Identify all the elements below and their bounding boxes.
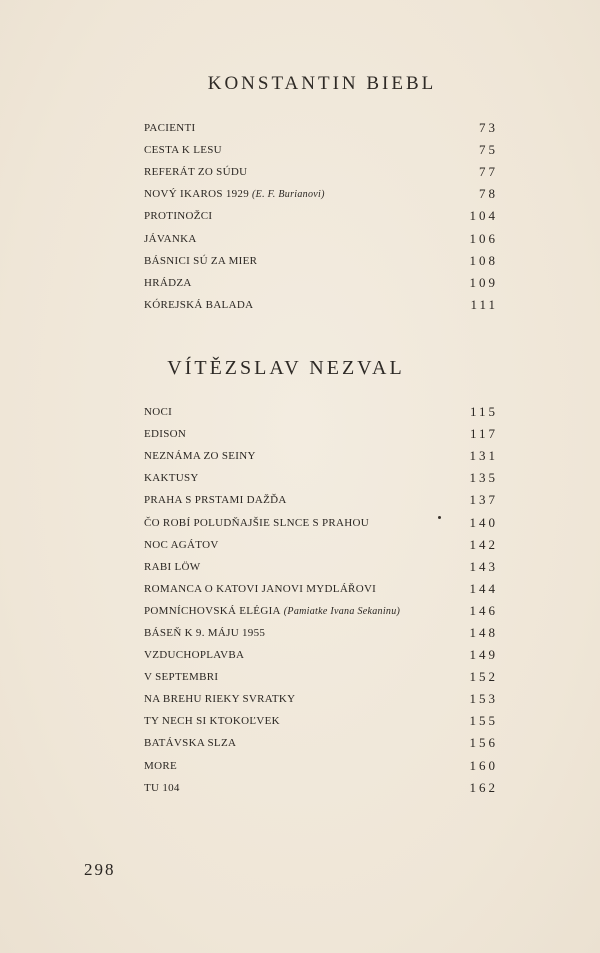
toc-entry-page-number: 73 (479, 120, 498, 136)
toc-entry-page-number: 160 (469, 757, 498, 773)
toc-entry-title (144, 472, 199, 484)
toc-entry-title-text: REFERÁT ZO SÚDU (144, 166, 248, 179)
toc-entry (144, 250, 498, 272)
toc-entry-title-text: JÁVANKA (144, 232, 197, 245)
toc-entry-title (144, 782, 180, 794)
toc-entry (144, 732, 498, 754)
toc-entry-title-text: TY NECH SI KTOKOĽVEK (144, 715, 280, 728)
toc-entry-title (144, 166, 247, 178)
toc-entry (144, 622, 498, 644)
toc-entry-page-number: 146 (469, 602, 498, 618)
toc-entry-page-number: 77 (479, 164, 498, 180)
toc-entry-page-number: 144 (469, 580, 498, 596)
toc-entry-title (144, 210, 212, 222)
toc-entry-title (144, 760, 177, 772)
section-title-biebl: KONSTANTIN BIEBL (207, 73, 437, 94)
toc-entry-title-text: PRAHA S PRSTAMI DAŽĎA (144, 494, 287, 507)
toc-entry (144, 205, 498, 227)
toc-entry-page-number: 137 (469, 492, 498, 508)
toc-entry-page-number: 135 (469, 470, 498, 486)
toc-entry-page-number: 142 (469, 536, 498, 552)
toc-entry-page-number: 115 (469, 404, 498, 420)
toc-entry-page-number: 152 (469, 669, 498, 685)
toc-entry-title (144, 517, 369, 529)
toc-entry-title (144, 649, 244, 661)
toc-entry-title-text: CESTA K LESU (144, 144, 222, 157)
toc-entry-title-text: EDISON (144, 428, 187, 441)
toc-entry-page-number: 155 (469, 713, 498, 729)
toc-entry-title (144, 233, 197, 245)
toc-entry (144, 511, 498, 533)
toc-entry (144, 467, 498, 489)
toc-entry-title-text: NOC AGÁTOV (144, 538, 219, 551)
toc-entry-page-number: 117 (469, 426, 498, 442)
toc-entry-page-number: 140 (469, 514, 498, 530)
toc-entry-page-number: 131 (469, 448, 498, 464)
toc-entry (144, 401, 498, 423)
toc-entry-page-number: 75 (479, 142, 498, 158)
toc-entry-title-text: KAKTUSY (144, 472, 199, 485)
toc-entry (144, 272, 498, 294)
toc-entry (144, 666, 498, 688)
toc-entry-page-number: 106 (469, 230, 498, 246)
toc-entry-title-text: NA BREHU RIEKY SVRATKY (144, 693, 296, 706)
toc-entry-page-number: 104 (469, 208, 498, 224)
toc-entry-title-text: MORE (144, 759, 177, 772)
toc-entry (144, 755, 498, 777)
toc-entry-title (144, 277, 192, 289)
toc-entry-title-text: VZDUCHOPLAVBA (144, 649, 245, 662)
toc-entry-title-text: ROMANCA O KATOVI JANOVI MYDLÁŘOVI (144, 582, 377, 595)
section-title-nezval: VÍTĚZSLAV NEZVAL (167, 357, 405, 379)
toc-entry-title-text: PACIENTI (144, 122, 196, 135)
toc-entry (144, 139, 498, 161)
toc-entry-title (144, 737, 236, 749)
toc-entry-title (144, 693, 295, 705)
toc-entry-title (144, 450, 256, 462)
toc-entry (144, 117, 498, 139)
toc-list-nezval (144, 401, 498, 799)
toc-entry (144, 777, 498, 799)
toc-entry-title (144, 428, 186, 440)
ink-speck (438, 516, 441, 519)
toc-entry-page-number: 111 (470, 296, 498, 312)
toc-entry-title-text: BATÁVSKA SLZA (144, 737, 237, 750)
toc-entry-title-text: KÓREJSKÁ BALADA (144, 298, 254, 311)
toc-entry-title-text: NEZNÁMA ZO SEINY (144, 450, 256, 463)
toc-entry-title-text: RABI LÖW (144, 560, 201, 573)
toc-entry-title (144, 144, 222, 156)
toc-entry-title-text: NOCI (144, 406, 173, 419)
toc-entry-page-number: 78 (479, 186, 498, 202)
toc-entry-title (144, 188, 325, 200)
toc-entry (144, 556, 498, 578)
toc-entry (144, 710, 498, 732)
toc-entry-title-text: TU 104 (144, 781, 180, 794)
toc-entry-title (144, 627, 265, 639)
toc-entry-page-number: 143 (469, 558, 498, 574)
toc-entry-title-text: BÁSNICI SÚ ZA MIER (144, 254, 258, 267)
toc-entry-title (144, 406, 172, 418)
toc-entry (144, 183, 498, 205)
toc-entry (144, 161, 498, 183)
toc-entry-page-number: 149 (469, 647, 498, 663)
toc-entry (144, 445, 498, 467)
toc-entry (144, 227, 498, 249)
page-number: 298 (84, 860, 116, 879)
toc-entry (144, 534, 498, 556)
toc-entry (144, 600, 498, 622)
toc-entry-title-text: ČO ROBÍ POLUDŇAJŠIE SLNCE S PRAHOU (144, 516, 370, 529)
toc-entry-dedication: (Pamiatke Ivana Sekaninu) (283, 605, 401, 617)
toc-entry (144, 294, 498, 316)
toc-entry-page-number: 109 (469, 274, 498, 290)
toc-entry-page-number: 108 (469, 252, 498, 268)
toc-entry (144, 644, 498, 666)
toc-entry-title-text: PROTINOŽCI (144, 210, 213, 223)
toc-entry-title-text: NOVÝ IKAROS 1929 (144, 188, 250, 201)
toc-entry-title (144, 255, 257, 267)
toc-entry-title (144, 583, 376, 595)
toc-entry-page-number: 162 (469, 779, 498, 795)
toc-entry (144, 489, 498, 511)
toc-entry-title-text: HRÁDZA (144, 276, 192, 289)
toc-entry-title-text: POMNÍCHOVSKÁ ELÉGIA (144, 604, 281, 617)
toc-entry (144, 578, 498, 600)
toc-entry-page-number: 148 (469, 624, 498, 640)
toc-entry-title (144, 539, 219, 551)
toc-entry-title (144, 494, 287, 506)
toc-entry-title (144, 561, 200, 573)
toc-entry-title (144, 715, 280, 727)
toc-entry-page-number: 156 (469, 735, 498, 751)
toc-entry-dedication: (E. F. Burianovi) (252, 189, 325, 201)
toc-entry-title (144, 299, 253, 311)
toc-list-biebl (144, 117, 498, 316)
toc-entry-title (144, 605, 400, 617)
toc-entry-title-text: BÁSEŇ K 9. MÁJU 1955 (144, 626, 266, 639)
toc-entry (144, 423, 498, 445)
toc-entry (144, 688, 498, 710)
toc-entry-title-text: V SEPTEMBRI (144, 671, 219, 684)
toc-entry-title (144, 122, 196, 134)
toc-entry-title (144, 671, 218, 683)
toc-entry-page-number: 153 (469, 691, 498, 707)
